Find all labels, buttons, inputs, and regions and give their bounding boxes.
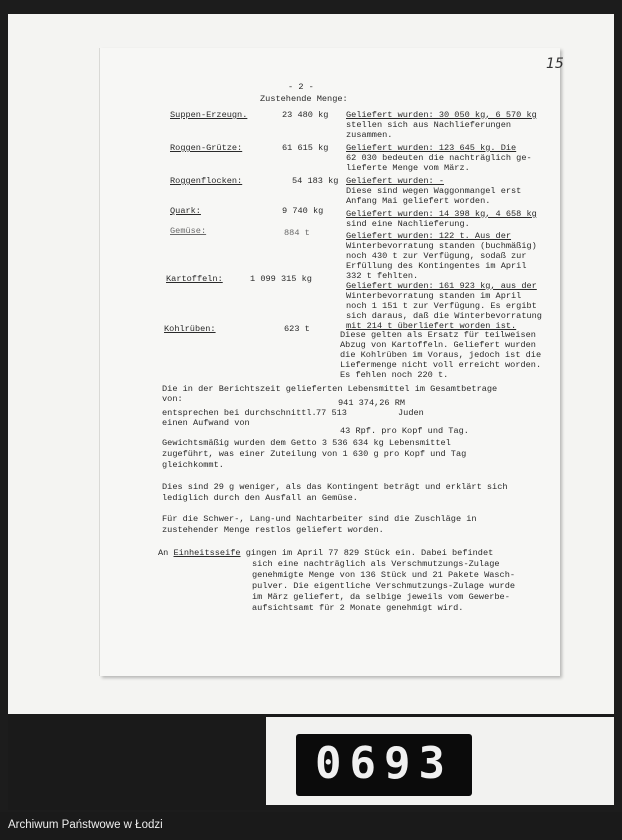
soap-line: im März geliefert, da selbige jeweils vom Gewerbe- — [252, 592, 510, 602]
item-name: Suppen-Erzeugn. — [170, 110, 248, 120]
item-note: Es fehlen noch 220 t. — [340, 370, 449, 380]
summary-persons-unit: Juden — [398, 408, 424, 418]
item-amount: 9 740 kg — [282, 206, 324, 216]
item-note: Geliefert wurden: 30 050 kg, 6 570 kg — [346, 110, 537, 120]
item-note: noch 1 151 t zur Verfügung. Es ergibt — [346, 301, 537, 311]
paragraph-line: lediglich durch den Ausfall an Gemüse. — [162, 493, 358, 503]
item-note: die Kohlrüben im Voraus, jedoch ist die — [340, 350, 542, 360]
item-note: Diese gelten als Ersatz für teilweisen — [340, 330, 536, 340]
item-amount: 1 099 315 kg — [250, 274, 312, 284]
soap-rest: gingen im April 77 829 Stück ein. Dabei befindet — [245, 548, 494, 558]
item-note: 332 t fehlten. — [346, 271, 419, 281]
item-note: Geliefert wurden: 14 398 kg, 4 658 kg — [346, 209, 537, 219]
soap-line: pulver. Die eigentliche Verschmutzungs-Zulage wurde — [252, 581, 516, 591]
item-note: 62 030 bedeuten die nachträglich ge- — [346, 153, 532, 163]
item-amount: 54 183 kg — [292, 176, 339, 186]
soap-line: sich eine nachträglich als Verschmutzungs-Zulage — [252, 559, 500, 569]
item-name: Roggen-Grütze: — [170, 143, 243, 153]
summary-cost-value: 43 Rpf. pro Kopf und Tag. — [340, 426, 469, 436]
item-note: sich daraus, daß die Winterbevorratung — [346, 311, 542, 321]
soap-paragraph — [158, 548, 493, 559]
item-amount: 61 615 kg — [282, 143, 329, 153]
summary-total-value: 941 374,26 RM — [338, 398, 406, 408]
archive-footer — [0, 812, 622, 840]
item-note: mit 214 t überliefert worden ist. — [346, 321, 517, 331]
paragraph-line: zugeführt, was einer Zuteilung von 1 630 g pro Kopf und Tag — [162, 449, 467, 459]
frame-counter — [296, 734, 472, 796]
summary-line: entsprechen bei durchschnittl. — [162, 408, 317, 418]
item-note: Geliefert wurden: 161 923 kg, aus der — [346, 281, 537, 291]
item-name: Gemüse: — [170, 226, 207, 236]
handwritten-page-number: 15 — [546, 56, 564, 72]
item-note: Geliefert wurden: - — [346, 176, 444, 186]
item-note: sind eine Nachlieferung. — [346, 219, 470, 229]
item-note: Anfang Mai geliefert worden. — [346, 196, 491, 206]
summary-line: einen Aufwand von — [162, 418, 250, 428]
summary-line: Die in der Berichtszeit gelieferten Lebensmittel im Gesamtbetrage — [162, 384, 498, 394]
section-heading: Zustehende Menge: — [260, 94, 348, 104]
page-number: - 2 - — [288, 82, 314, 92]
soap-prefix: An — [158, 548, 169, 558]
item-name: Roggenflocken: — [170, 176, 243, 186]
paragraph-line: Gewichtsmäßig wurden dem Getto 3 536 634 kg Lebensmittel — [162, 438, 451, 448]
item-note: stellen sich aus Nachlieferungen — [346, 120, 512, 130]
item-amount: 884 t — [284, 228, 310, 238]
item-note: noch 430 t zur Verfügung, sodaß zur — [346, 251, 527, 261]
document-page — [100, 48, 560, 676]
item-name: Kohlrüben: — [164, 324, 216, 334]
item-note: Winterbevorratung standen im April — [346, 291, 522, 301]
item-note: Liefermenge nicht voll erreicht worden. — [340, 360, 542, 370]
item-note: Diese sind wegen Waggonmangel erst — [346, 186, 522, 196]
paragraph-line: Für die Schwer-, Lang-und Nachtarbeiter sind die Zuschläge in — [162, 514, 477, 524]
item-note: Winterbevorratung standen (buchmäßig) — [346, 241, 537, 251]
paragraph-line: zustehender Menge restlos geliefert worden. — [162, 525, 384, 535]
archive-name: Archiwum Państwowe w Łodzi — [8, 819, 163, 831]
item-name: Quark: — [170, 206, 201, 216]
soap-line: genehmigte Menge von 136 Stück und 21 Pakete Wasch- — [252, 570, 516, 580]
item-note: lieferte Menge vom März. — [346, 163, 470, 173]
summary-label: von: — [162, 394, 183, 404]
paragraph-line: gleichkommt. — [162, 460, 224, 470]
item-note: Geliefert wurden: 122 t. Aus der — [346, 231, 512, 241]
item-note: zusammen. — [346, 130, 393, 140]
item-amount: 23 480 kg — [282, 110, 329, 120]
soap-line: aufsichtsamt für 2 Monate genehmigt wird. — [252, 603, 464, 613]
item-note: Abzug von Kartoffeln. Geliefert wurden — [340, 340, 536, 350]
frame-number: 0693 — [315, 738, 453, 789]
paragraph-line: Dies sind 29 g weniger, als das Kontingent beträgt und erklärt sich — [162, 482, 508, 492]
item-note: Erfüllung des Kontingentes im April — [346, 261, 527, 271]
item-note: Geliefert wurden: 123 645 kg. Die — [346, 143, 517, 153]
soap-keyword: Einheitsseife — [173, 548, 241, 558]
summary-persons-value: 77 513 — [316, 408, 347, 418]
item-name: Kartoffeln: — [166, 274, 223, 284]
item-amount: 623 t — [284, 324, 310, 334]
